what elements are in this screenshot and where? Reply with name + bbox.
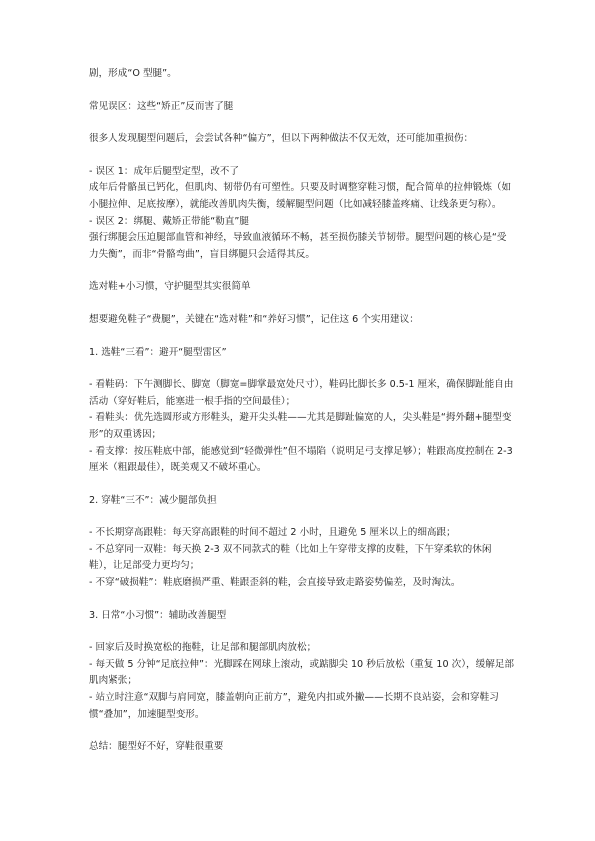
list-item: - 每天做 5 分钟“足底拉伸”：光脚踩在网球上滚动，或踮脚尖 10 秒后放松（重复 10 次），缓解足部肌肉紧张； [89, 658, 515, 687]
list-item: - 不总穿同一双鞋：每天换 2-3 双不同款式的鞋（比如上午穿带支撑的皮鞋，下午穿柔软的休闲鞋），让足部受力更均匀； [89, 543, 492, 572]
misconception-2-body: 强行绑腿会压迫腿部血管和神经，导致血液循环不畅，甚至损伤膝关节韧带。腿型问题的核心是“受力失衡”，而非“骨骼弯曲”，盲目绑腿只会适得其反。 [89, 232, 507, 260]
tip-2-title: 2. 穿鞋“三不”：减少腿部负担 [89, 494, 217, 506]
misconception-2-title: - 误区 2：绑腿、戴矫正带能“勒直”腿 [89, 215, 249, 227]
tip-3-title: 3. 日常“小习惯”：辅助改善腿型 [89, 609, 227, 621]
list-item: - 看支撑：按压鞋底中部，能感觉到“轻微弹性”但不塌陷（说明足弓支撑足够）；鞋跟高度控制在 2-3 厘米（粗跟最佳），既美观又不破坏重心。 [89, 445, 513, 474]
misconception-1-body: 成年后骨骼虽已钙化，但肌肉、韧带仍有可塑性。只要及时调整穿鞋习惯，配合简单的拉伸锻炼（如小腿拉伸、足底按摩），就能改善肌肉失衡，缓解腿型问题（比如减轻膝盖疼痛、让线条更匀称）。 [89, 182, 512, 210]
list-item: - 站立时注意“双脚与肩同宽，膝盖朝向正前方”，避免内扣或外撇——长期不良站姿，会和穿鞋习惯“叠加”，加速腿型变形。 [89, 692, 499, 720]
section-heading-tips: 选对鞋+小习惯，守护腿型其实很简单 [89, 281, 251, 293]
intro-tail-paragraph: 剧，形成“O 型腿”。 [89, 68, 177, 79]
list-item: - 看鞋头：优先选圆形或方形鞋头，避开尖头鞋——尤其是脚趾偏宽的人，尖头鞋是“拇外翻+腿型变形”的双重诱因； [89, 412, 512, 440]
list-item: - 看鞋码：下午测脚长、脚宽（脚宽=脚掌最宽处尺寸），鞋码比脚长多 0.5-1 厘米，确保脚趾能自由活动（穿好鞋后，能塞进一根手指的空间最佳）； [89, 379, 514, 407]
misconception-1-title: - 误区 1：成年后腿型定型，改不了 [89, 165, 239, 177]
list-item: - 不长期穿高跟鞋：每天穿高跟鞋的时间不超过 2 小时，且避免 5 厘米以上的细高跟； [89, 527, 456, 539]
list-item: - 回家后及时换宽松的拖鞋，让足部和腿部肌肉放松； [89, 642, 317, 654]
misconceptions-intro: 很多人发现腿型问题后，会尝试各种“偏方”，但以下两种做法不仅无效，还可能加重损伤： [89, 133, 474, 145]
section-heading-misconceptions: 常见误区：这些“矫正”反而害了腿 [89, 100, 234, 112]
tips-intro: 想要避免鞋子“费腿”，关键在“选对鞋”和“养好习惯”，记住这 6 个实用建议： [89, 313, 419, 325]
list-item: - 不穿“破损鞋”：鞋底磨损严重、鞋跟歪斜的鞋，会直接导致走路姿势偏差，及时淘汰。 [89, 577, 461, 589]
summary-paragraph: 总结：腿型好不好，穿鞋很重要 [89, 741, 224, 753]
tip-1-title: 1. 选鞋“三看”：避开“腿型雷区” [89, 346, 227, 358]
